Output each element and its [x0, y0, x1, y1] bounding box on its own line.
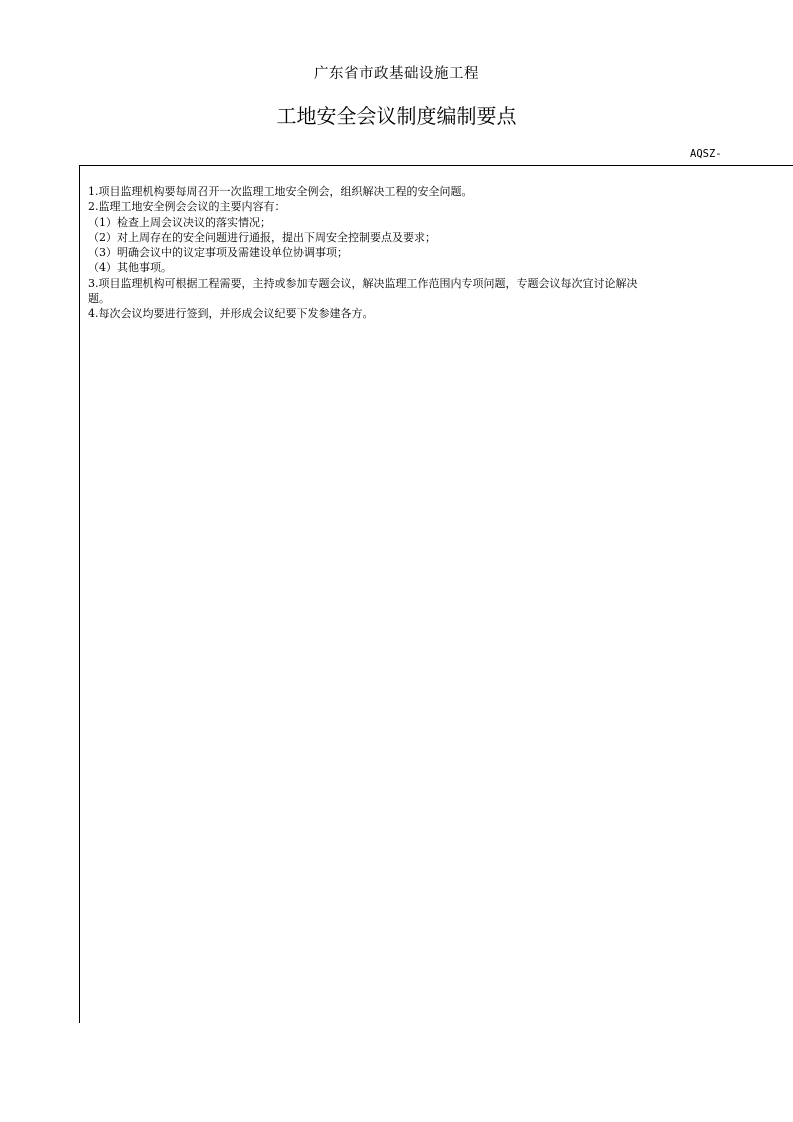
form-code: AQSZ-	[690, 148, 722, 160]
content-line: （3）明确会议中的议定事项及需建设单位协调事项；	[88, 246, 348, 260]
content-line: 题。	[88, 292, 110, 306]
content-line: 4.每次会议均要进行签到，并形成会议纪要下发参建各方。	[88, 307, 374, 321]
table-top-border	[80, 165, 793, 166]
content-line: 2.监理工地安全例会会议的主要内容有：	[88, 200, 286, 214]
content-line: （1）检查上周会议决议的落实情况；	[88, 215, 271, 229]
content-line: 1.项目监理机构要每周召开一次监理工地安全例会，组织解决工程的安全问题。	[88, 185, 473, 198]
table-left-border	[79, 165, 80, 1023]
document-title: 工地安全会议制度编制要点	[276, 104, 517, 128]
content-body	[88, 184, 733, 322]
content-line: （4）其他事项。	[88, 261, 172, 275]
organization-header: 广东省市政基础设施工程	[314, 66, 479, 82]
content-line: （2）对上周存在的安全问题进行通报，提出下周安全控制要点及要求；	[88, 230, 436, 244]
content-line: 3.项目监理机构可根据工程需要，主持或参加专题会议，解决监理工作范围内专项问题，专题会议每次宜讨论解决	[88, 276, 638, 290]
